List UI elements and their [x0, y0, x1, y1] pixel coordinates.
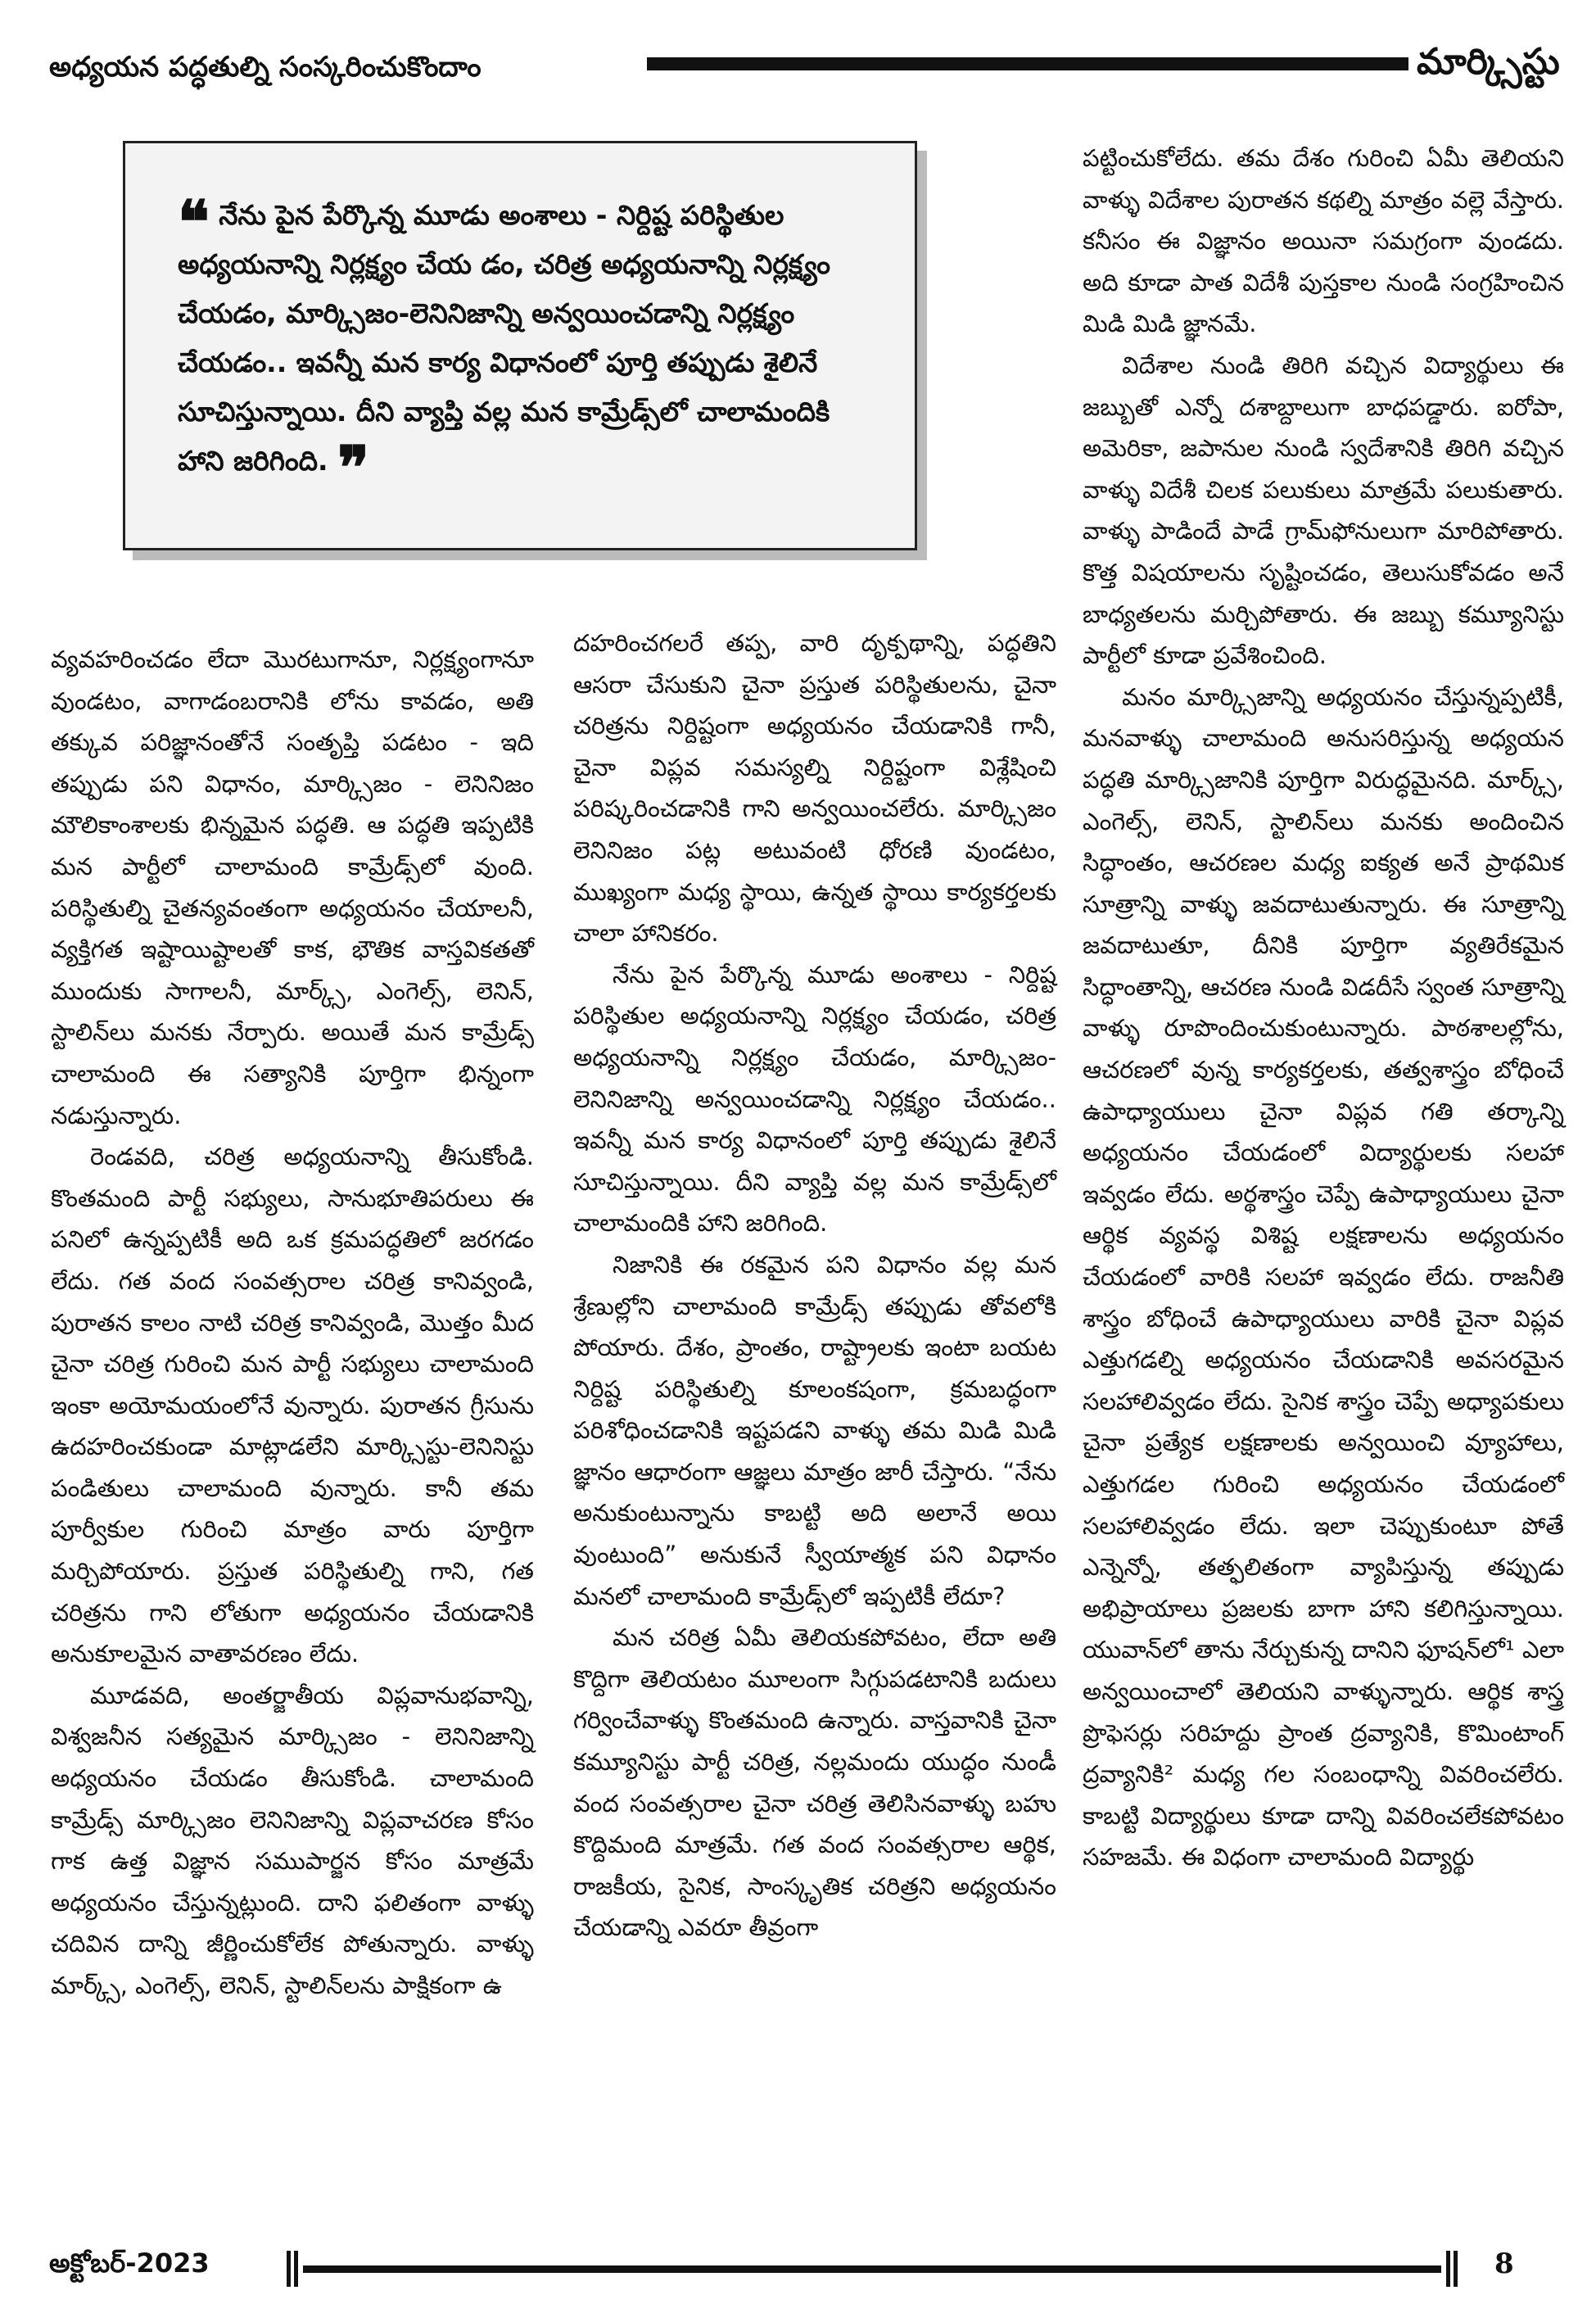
paragraph: మన చరిత్ర ఏమీ తెలియకపోవటం, లేదా అతి కొద్దిగా తెలియటం మూలంగా సిగ్గుపడటానికి బదులు గర్వించేవాళ్ళు కొంతమంది ఉన్నారు. వాస్తవానికి చైనా కమ్యూనిస్టు పార్టీ చరిత్ర, నల్లమందు యుద్ధం నుండీ వంద సంవత్సరాల చైనా చరిత్ర తెలిసినవాళ్ళు బహు కొద్దిమంది మాత్రమే. గత వంద సంవత్సరాల ఆర్థిక, రాజకీయ, సైనిక, సాంస్కృతిక చరిత్రని అధ్యయనం చేయడాన్ని ఎవరూ తీవ్రంగా	[573, 1623, 1056, 1942]
paragraph: రెండవది, చరిత్ర అధ్యయనాన్ని తీసుకోండి. కొంతమంది పార్టీ సభ్యులు, సానుభూతిపరులు ఈ పనిలో ఉన్నప్పటికీ అది ఒక క్రమపద్ధతిలో జరగడం లేదు. గత వంద సంవత్సరాల చరిత్ర కానివ్వండి, పురాతన కాలం నాటి చరిత్ర కానివ్వండి, మొత్తం మీద చైనా చరిత్ర గురించి మన పార్టీ సభ్యులు చాలామంది ఇంకా అయోమయంలోనే వున్నారు. పురాతన గ్రీసును ఉదహరించకుండా మాట్లాడలేని మార్క్సిస్టు-లెనినిస్టు పండితులు చాలామంది వున్నారు. కానీ తమ పూర్వీకుల గురించి మాత్రం వారు పూర్తిగా మర్చిపోయారు. ప్రస్తుత పరిస్థితుల్ని గాని, గత చరిత్రను గాని లోతుగా అధ్యయనం చేయడానికి అనుకూలమైన వాతావరణం లేదు.	[51, 1143, 534, 1668]
header-rule	[647, 57, 1408, 70]
text-column-3	[1083, 138, 1564, 1878]
close-quote-icon: ❞	[337, 432, 369, 502]
paragraph: విదేశాల నుండి తిరిగి వచ్చిన విద్యార్థులు ఈ జబ్బుతో ఎన్నో దశాబ్దాలుగా బాధపడ్డారు. ఐరోపా, అమెరికా, జపానుల నుండి స్వదేశానికి తిరిగి వచ్చిన వాళ్ళు విదేశీ చిలక పలుకులు మాత్రమే పలుకుతారు. వాళ్ళు పాడిందే పాడే గ్రామ్‌ఫోనులుగా మారిపోతారు. కొత్త విషయాలను సృష్టించడం, తెలుసుకోవడం అనే బాధ్యతలను మర్చిపోతారు. ఈ జబ్బు కమ్యూనిస్టు పార్టీలో కూడా ప్రవేశించింది.	[1083, 351, 1564, 670]
text-column-1	[51, 639, 534, 2007]
paragraph: మూడవది, అంతర్జాతీయ విప్లవానుభవాన్ని, విశ్వజనీన సత్యమైన మార్క్సిజం - లెనినిజాన్ని అధ్యయనం చేయడం తీసుకోండి. చాలామంది కామ్రేడ్స్ మార్క్సిజం లెనినిజాన్ని విప్లవాచరణ కోసం గాక ఉత్త విజ్ఞాన సముపార్జన కోసం మాత్రమే అధ్యయనం చేస్తున్నట్లుంది. దాని ఫలితంగా వాళ్ళు చదివిన దాన్ని జీర్ణించుకోలేక పోతున్నారు. వాళ్ళు మార్క్స్, ఎంగెల్స్, లెనిన్, స్టాలిన్‌లను పాక్షికంగా ఉ	[51, 1681, 534, 1999]
footer-rule-cap-right-2	[1446, 2251, 1450, 2287]
article-title: అధ్యయన పద్ధతుల్ని సంస్కరించుకొందాం	[49, 51, 482, 84]
pull-quote-text: నేను పైన పేర్కొన్న మూడు అంశాలు - నిర్దిష్ట పరిస్థితుల అధ్యయనాన్ని నిర్లక్ష్యం చేయ డం, చరిత్ర అధ్యయనాన్ని నిర్లక్ష్యం చేయడం, మార్క్సిజం-లెనినిజాన్ని అన్వయించడాన్ని నిర్లక్ష్యం చేయడం.. ఇవన్నీ మన కార్య విధానంలో పూర్తి తప్పుడు శైలినే సూచిస్తున్నాయి. దీని వ్యాప్తి వల్ల మన కామ్రేడ్స్‌లో చాలామందికి హాని జరిగింది.	[178, 199, 830, 477]
paragraph: నిజానికి ఈ రకమైన పని విధానం వల్ల మన శ్రేణుల్లోని చాలామంది కామ్రేడ్స్ తప్పుడు తోవలోకి పోయారు. దేశం, ప్రాంతం, రాష్ట్రాలకు ఇంటా బయట నిర్దిష్ట పరిస్థితుల్ని కూలంకషంగా, క్రమబద్ధంగా పరిశోధించడానికి ఇష్టపడని వాళ్ళు తమ మిడి మిడి జ్ఞానం ఆధారంగా ఆజ్ఞలు మాత్రం జారీ చేస్తారు. “నేను అనుకుంటున్నాను కాబట్టి అది అలానే అయి వుంటుంది” అనుకునే స్వీయాత్మక పని విధానం మనలో చాలామంది కామ్రేడ్స్‌లో ఇప్పటికీ లేదూ?	[573, 1250, 1056, 1610]
paragraph: నేను పైన పేర్కొన్న మూడు అంశాలు - నిర్దిష్ట పరిస్థితుల అధ్యయనాన్ని నిర్లక్ష్యం చేయడం, చరిత్ర అధ్యయనాన్ని నిర్లక్ష్యం చేయడం, మార్క్సిజం-లెనినిజాన్ని అన్వయించడాన్ని నిర్లక్ష్యం చేయడం.. ఇవన్నీ మన కార్య విధానంలో పూర్తి తప్పుడు శైలినే సూచిస్తున్నాయి. దీని వ్యాప్తి వల్ల మన కామ్రేడ్స్‌లో చాలామందికి హాని జరిగింది.	[573, 960, 1056, 1238]
pull-quote-box	[123, 141, 917, 550]
paragraph: పట్టించుకోలేదు. తమ దేశం గురించి ఏమీ తెలియని వాళ్ళు విదేశాల పురాతన కథల్ని మాత్రం వల్లె వేస్తారు. కనీసం ఈ విజ్ఞానం అయినా సమగ్రంగా వుండదు. అది కూడా పాత విదేశీ పుస్తకాల నుండి సంగ్రహించిన మిడి మిడి జ్ఞానమే.	[1083, 144, 1564, 338]
paragraph: మనం మార్క్సిజాన్ని అధ్యయనం చేస్తున్నప్పటికీ, మనవాళ్ళు చాలామంది అనుసరిస్తున్న అధ్యయన పద్ధతి మార్క్సిజానికి పూర్తిగా విరుద్ధమైనది. మార్క్స్, ఎంగెల్స్, లెనిన్, స్టాలిన్‌లు మనకు అందించిన సిద్ధాంతం, ఆచరణల మధ్య ఐక్యత అనే ప్రాథమిక సూత్రాన్ని వాళ్ళు జవదాటుతున్నారు. ఈ సూత్రాన్ని జవదాటుతూ, దీనికి పూర్తిగా వ్యతిరేకమైన సిద్ధాంతాన్ని, ఆచరణ నుండి విడదీసే స్వంత సూత్రాన్ని వాళ్ళు రూపొందించుకుంటున్నారు. పాఠశాలల్లోను, ఆచరణలో వున్న కార్యకర్తలకు, తత్వశాస్త్రం బోధించే ఉపాధ్యాయులు చైనా విప్లవ గతి తర్కాన్ని అధ్యయనం చేయడంలో విద్యార్థులకు సలహా ఇవ్వడం లేదు. అర్థశాస్త్రం చెప్పే ఉపాధ్యాయులు చైనా ఆర్థిక వ్యవస్థ విశిష్ట లక్షణాలను అధ్యయనం చేయడంలో వారికి సలహా ఇవ్వడం లేదు. రాజనీతి శాస్త్రం బోధించే ఉపాధ్యాయులు వారికి చైనా విప్లవ ఎత్తుగడల్ని అధ్యయనం చేయడానికి అవసరమైన సలహాలివ్వడం లేదు. సైనిక శాస్త్రం చెప్పే అధ్యాపకులు చైనా ప్రత్యేక లక్షణాలకు అన్వయించి వ్యూహాలు, ఎత్తుగడల గురించి అధ్యయనం చేయడంలో సలహాలివ్వడం లేదు. ఇలా చెప్పుకుంటూ పోతే ఎన్నెన్నో, తత్ఫలితంగా వ్యాపిస్తున్న తప్పుడు అభిప్రాయాలు ప్రజలకు బాగా హాని కలిగిస్తున్నాయి. యువాన్‌లో తాను నేర్చుకున్న దానిని ఫూషన్‌లో¹ ఎలా అన్వయించాలో తెలియని వాళ్ళున్నారు. ఆర్థిక శాస్త్ర ప్రొఫెసర్లు సరిహద్దు ప్రాంత ద్రవ్యానికి, కొమింటాంగ్ ద్రవ్యానికి² మధ్య గల సంబంధాన్ని వివరించలేరు. కాబట్టి విద్యార్థులు కూడా దాన్ని వివరించలేకపోవటం సహజమే. ఈ విధంగా చాలామంది విద్యార్థు	[1083, 682, 1564, 1872]
footer-rule	[287, 2251, 1458, 2287]
open-quote-icon: ❝	[178, 187, 210, 256]
footer-rule-cap-left	[287, 2251, 291, 2287]
pull-quote	[178, 187, 882, 502]
magazine-name: మార్క్సిస్టు	[1417, 41, 1560, 83]
text-column-2	[573, 622, 1056, 1949]
footer-rule-line	[303, 2265, 1441, 2273]
paragraph: వ్యవహరించడం లేదా మొరటుగానూ, నిర్లక్ష్యంగానూ వుండటం, వాగాడంబరానికి లోను కావడం, అతి తక్కువ పరిజ్ఞానంతోనే సంతృప్తి పడటం - ఇది తప్పుడు పని విధానం, మార్క్సిజం - లెనినిజం మౌలికాంశాలకు భిన్నమైన పద్ధతి. ఆ పద్ధతి ఇప్పటికి మన పార్టీలో చాలామంది కామ్రేడ్స్‌లో వుంది. పరిస్థితుల్ని చైతన్యవంతంగా అధ్యయనం చేయాలనీ, వ్యక్తిగత ఇష్టాయిష్టాలతో కాక, భౌతిక వాస్తవికతతో ముందుకు సాగాలనీ, మార్క్స్, ఎంగెల్స్, లెనిన్, స్టాలిన్‌లు మనకు నేర్పారు. అయితే మన కామ్రేడ్స్ చాలామంది ఈ సత్యానికి పూర్తిగా భిన్నంగా నడుస్తున్నారు.	[51, 645, 534, 1129]
issue-date: అక్టోబర్-2023	[49, 2247, 210, 2279]
footer-rule-cap-right	[1454, 2251, 1458, 2287]
footer-rule-cap-left-2	[294, 2251, 298, 2287]
paragraph: దహరించగలరే తప్ప, వారి దృక్పథాన్ని, పద్ధతిని ఆసరా చేసుకుని చైనా ప్రస్తుత పరిస్థితులను, చైనా చరిత్రను నిర్దిష్టంగా అధ్యయనం చేయడానికి గానీ, చైనా విప్లవ సమస్యల్ని నిర్దిష్టంగా విశ్లేషించి పరిష్కరించడానికి గాని అన్వయించలేరు. మార్క్సిజం లెనినిజం పట్ల అటువంటి ధోరణి వుండటం, ముఖ్యంగా మధ్య స్థాయి, ఉన్నత స్థాయి కార్యకర్తలకు చాలా హానికరం.	[573, 629, 1056, 948]
page-number: 8	[1494, 2247, 1514, 2280]
